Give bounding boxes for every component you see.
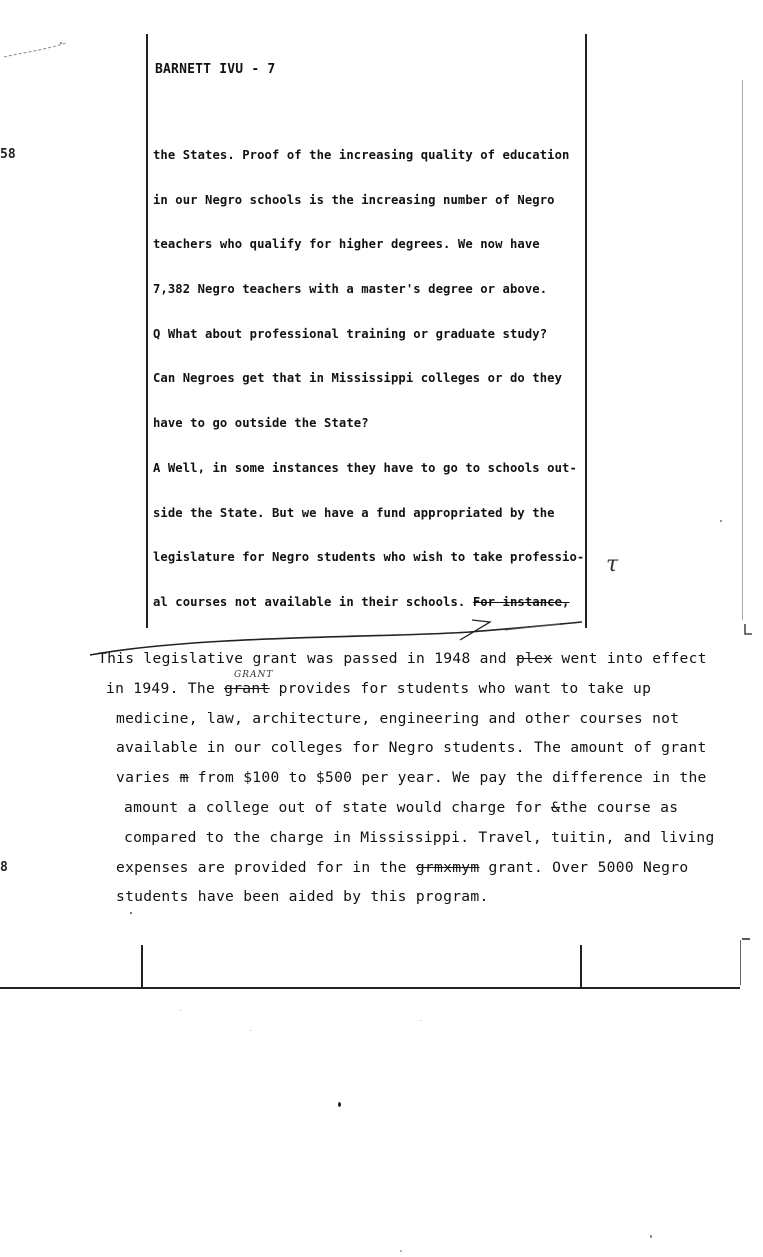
inserted-paragraph (98, 650, 738, 918)
scan-scuff (0, 35, 80, 65)
transcript-line: 7,382 Negro teachers with a master's degree or above. (153, 282, 548, 297)
struck-text: For instance, (472, 594, 570, 609)
transcript-answer: A Well, in some instances they have to go to schools out- (153, 460, 577, 475)
insert-line-text: went into effect (552, 650, 707, 667)
bottom-rule (0, 987, 740, 989)
insert-line-text: This legislative grant was passed in 1948 and (98, 650, 516, 667)
margin-line-number: 8 (0, 860, 8, 875)
bottom-left-tick (141, 945, 143, 987)
scan-speck (130, 912, 132, 914)
transcript-line: in our Negro schools is the increasing number of Negro (153, 192, 555, 207)
transcript-question: Q What about professional training or graduate study? (153, 326, 548, 341)
insert-line: medicine, law, architecture, engineering and other courses not (116, 709, 680, 727)
insert-line: available in our colleges for Negro students. The amount of grant (116, 739, 707, 757)
insert-line (98, 769, 738, 799)
insert-line-text: the course as (560, 798, 679, 816)
struck-text: & (551, 798, 561, 816)
scan-speck (250, 1030, 251, 1031)
left-margin-rule (146, 34, 148, 628)
insert-line-text: from $100 to $500 per year. We pay the difference in the (188, 769, 707, 787)
handwritten-margin-mark: τ (606, 552, 619, 577)
insert-line (98, 680, 738, 710)
transcript-line: Can Negroes get that in Mississippi colleges or do they (153, 371, 563, 386)
right-edge-mark (742, 80, 743, 620)
insert-line (98, 859, 738, 889)
transcript-line: legislature for Negro students who wish to take professio- (153, 550, 585, 565)
struck-text: grant (224, 679, 270, 697)
handwritten-caret-note: GRANT (234, 670, 274, 680)
page-header: BARNETT IVU - 7 (155, 62, 276, 77)
scan-speck (180, 1010, 181, 1011)
insert-line-text: varies (116, 769, 180, 787)
bottom-right-tick (580, 945, 582, 987)
insert-line-text: grant. Over 5000 Negro (479, 858, 689, 876)
scan-speck (650, 1235, 652, 1238)
transcript-line: have to go outside the State? (153, 416, 369, 431)
scan-speck (338, 1102, 341, 1107)
struck-text: m (179, 769, 189, 787)
bracket-mark-upper (742, 622, 762, 642)
scan-speck (420, 1020, 421, 1021)
transcript-block (153, 148, 593, 640)
transcript-line: the States. Proof of the increasing quality of education (153, 148, 570, 162)
struck-text: grmxmym (415, 858, 480, 876)
struck-text: plex (515, 650, 553, 667)
scan-speck (720, 520, 722, 522)
transcript-line: side the State. But we have a fund appropriated by the (153, 505, 555, 520)
transcript-line: teachers who qualify for higher degrees. We now have (153, 237, 540, 252)
insert-line-text: expenses are provided for in the (116, 858, 416, 876)
insert-line (98, 799, 738, 829)
transcript-line (153, 595, 593, 640)
transcript-line-text: al courses not available in their schools. (153, 594, 466, 609)
insert-line: students have been aided by this program. (116, 888, 489, 906)
bracket-mark (738, 935, 758, 995)
margin-line-number: 58 (0, 147, 16, 162)
insert-line-text: amount a college out of state would charge for (124, 798, 552, 816)
insert-line-text: provides for students who want to take up (269, 679, 652, 697)
insert-line: compared to the charge in Mississippi. Travel, tuitin, and living (124, 828, 715, 846)
insert-line (98, 650, 738, 680)
insert-line-text: in 1949. The (106, 679, 225, 697)
scan-speck (400, 1250, 402, 1252)
